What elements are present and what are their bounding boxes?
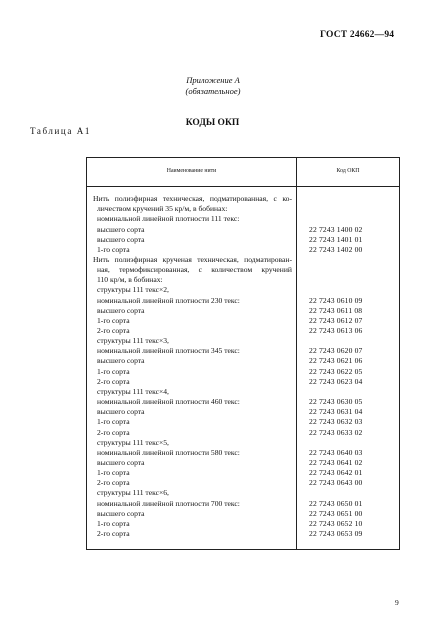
row-code-cell: 22 7243 0633 02 [309,427,363,437]
row-code-cell: 22 7243 0623 04 [309,376,363,386]
row-name-cell: Нить полиэфирная техническая, подматированная, с ко- [93,194,292,203]
header-divider [87,186,399,187]
row-code-cell: 22 7243 0643 00 [309,478,363,488]
row-name-cell: 1-го сорта [97,468,130,478]
row-code-cell: 22 7243 0612 07 [309,315,363,325]
row-name-cell: личеством кручений 35 кр/м, в бобинах: [97,204,228,214]
row-name-cell: 110 кр/м, в бобинах: [97,275,163,285]
appendix-heading [168,75,258,97]
row-name-cell: высшего сорта [97,305,145,315]
row-code-cell: 22 7243 0610 09 [309,295,363,305]
row-name-cell: номинальной линейной плотности 111 текс: [97,214,240,224]
row-code-cell: 22 7243 0642 01 [309,468,363,478]
row-code-cell: 22 7243 0640 03 [309,447,363,457]
row-code-cell: 22 7243 0613 06 [309,326,363,335]
row-name-cell: высшего сорта [97,356,145,366]
column-header-code: Код ОКП [336,168,360,174]
row-code-cell: 22 7243 0651 00 [309,508,363,518]
row-name-cell: 2-го сорта [97,478,130,488]
row-name-cell: структуры 111 текс×5, [97,437,169,447]
row-code-cell: 22 7243 1400 02 [309,224,363,234]
appendix-title: Приложение А [186,75,240,85]
row-name-cell: структуры 111 текс×4, [97,386,169,396]
row-name-cell: номинальной линейной плотности 580 текс: [97,447,240,457]
row-name-cell: высшего сорта [97,234,145,244]
row-code-cell: 22 7243 1401 01 [309,234,363,244]
row-name-cell: 2-го сорта [97,427,130,437]
row-code-cell: 22 7243 0653 09 [309,528,363,538]
row-name-cell: 1-го сорта [97,366,130,376]
row-code-cell: 22 7243 0632 03 [309,417,363,427]
row-code-cell: 22 7243 0650 01 [309,498,363,508]
row-name-cell: 2-го сорта [97,528,130,538]
page-number: 9 [395,598,399,607]
row-code-cell: 22 7243 0620 07 [309,346,363,356]
row-code-cell: 22 7243 0631 04 [309,407,363,417]
column-header-name: Наименование нити [166,168,217,174]
column-divider [296,158,297,549]
row-name-cell: структуры 111 текс×6, [97,488,169,498]
row-name-cell: номинальной линейной плотности 345 текс: [97,346,240,356]
row-name-cell: высшего сорта [97,224,145,234]
row-name-cell: ная, термофиксированная, с количеством кручений [97,265,292,274]
row-name-cell: номинальной линейной плотности 230 текс: [97,295,240,305]
row-code-cell: 22 7243 0641 02 [309,457,363,467]
row-code-cell: 22 7243 0611 08 [309,305,363,315]
row-name-cell: номинальной линейной плотности 700 текс: [97,498,240,508]
row-code-cell: 22 7243 0622 05 [309,366,363,376]
row-name-cell: 2-го сорта [97,326,130,335]
row-name-cell: структуры 111 текс×3, [97,336,169,346]
row-name-cell: 2-го сорта [97,376,130,386]
row-code-cell: 22 7243 1402 00 [309,244,363,254]
document-code: ГОСТ 24662—94 [320,30,395,40]
row-name-cell: высшего сорта [97,407,145,417]
row-name-cell: высшего сорта [97,508,145,518]
row-name-cell: номинальной линейной плотности 460 текс: [97,397,240,406]
row-name-cell: 1-го сорта [97,417,130,427]
row-code-cell: 22 7243 0630 05 [309,397,363,406]
row-name-cell: 1-го сорта [97,244,130,254]
row-name-cell: 1-го сорта [97,518,130,528]
row-code-cell: 22 7243 0621 06 [309,356,363,366]
section-title: КОДЫ ОКП [185,118,240,128]
appendix-subtitle: (обязательное) [185,86,241,96]
okp-codes-table [86,157,400,550]
row-code-cell: 22 7243 0652 10 [309,518,363,528]
row-name-cell: Нить полиэфирная крученая техническая, подматирован- [93,254,292,264]
table-label: Таблица А1 [30,126,91,136]
row-name-cell: 1-го сорта [97,315,130,325]
row-name-cell: структуры 111 текс×2, [97,285,169,295]
row-name-cell: высшего сорта [97,457,145,467]
